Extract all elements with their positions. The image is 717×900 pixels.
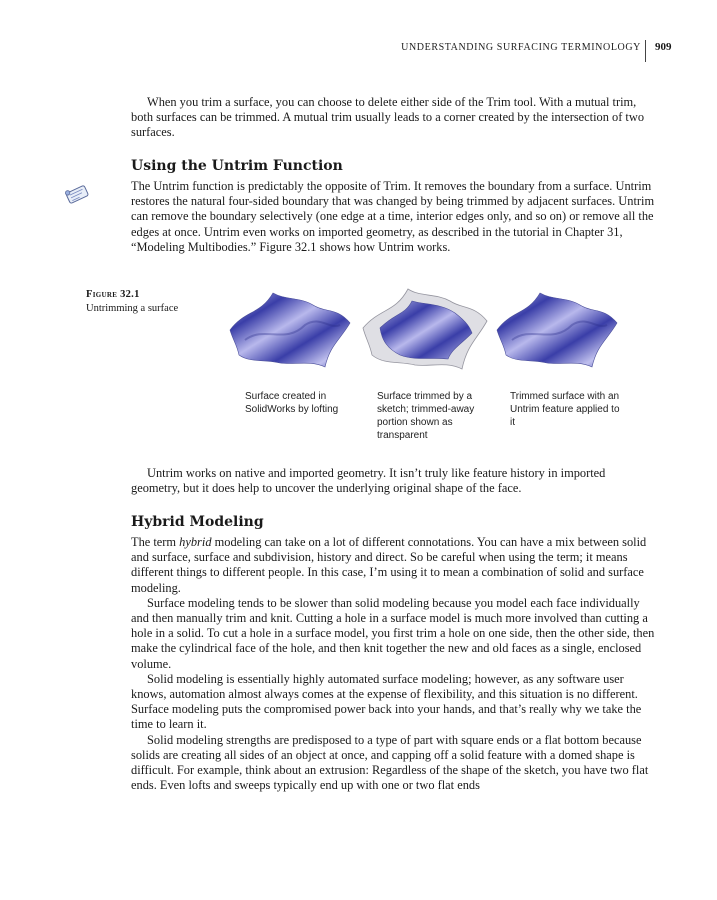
hybrid-p1-start: The term	[131, 535, 180, 549]
note-icon	[64, 183, 90, 205]
caption-untrimmed: Trimmed surface with an Untrim feature applied to it	[510, 391, 620, 428]
heading-untrim: Using the Untrim Function	[131, 158, 343, 174]
trimmed-surface-image	[360, 283, 490, 378]
running-title: UNDERSTANDING SURFACING TERMINOLOGY	[401, 42, 641, 53]
hybrid-paragraph-4: Solid modeling strengths are predisposed to a type of part with square ends or a flat bottom because solids are creating all sides of an object at once, and capping off a solid feature with a domed shape is difficult. For example, think about an extrusion: Regardless of the shape of the sketch, you have two flat ends. Even lofts and sweeps typically end up with one or two flat ends	[131, 732, 649, 793]
lofted-surface-image	[225, 285, 355, 375]
running-header	[0, 40, 717, 64]
untrim-paragraph: The Untrim function is predictably the opposite of Trim. It removes the boundary from a surface. Untrim restores the natural four-sided boundary that was changed by being trimmed by adjacent surfaces. Untrim can remove the boundary selectively (one edge at a time, interior edges only, and so on) or remove all the edges at once. Untrim even works on imported geometry, as described in the tutorial in Chapter 31, “Modeling Multibodies.” Figure 32.1 shows how Untrim works.	[131, 179, 655, 254]
intro-block	[131, 95, 656, 141]
header-divider	[645, 40, 646, 62]
untrimmed-surface-image	[492, 285, 622, 375]
page-number: 909	[655, 41, 672, 53]
figure-title: Untrimming a surface	[86, 303, 179, 314]
hybrid-paragraph-3: Solid modeling is essentially highly automated surface modeling; however, as any software user knows, automation almost always comes at the expense of flexibility, and this situation is no different. Surface modeling puts the compromised power back into your hands, and that’s really why we take the time to learn it.	[131, 671, 642, 732]
hybrid-block	[131, 535, 656, 793]
after-figure-block	[131, 466, 656, 496]
caption-trimmed: Surface trimmed by a sketch; trimmed-away portion shown as transparent	[377, 391, 475, 441]
after-figure-paragraph: Untrim works on native and imported geometry. It isn’t truly like feature history in imported geometry, but it does help to uncover the underlying original shape of the face.	[131, 466, 606, 496]
hybrid-p1-rest: modeling can take on a lot of different connotations. You can have a mix between solid and surface, surface and subdivision, history and direct. So be careful when using the term; it means different things to different people. In this case, I’m using it to mean a combination of solid and surface modeling.	[131, 535, 647, 595]
intro-paragraph: When you trim a surface, you can choose to delete either side of the Trim tool. With a mutual trim, both surfaces can be trimmed. A mutual trim usually leads to a corner created by the intersection of two surfaces.	[131, 95, 645, 140]
heading-hybrid: Hybrid Modeling	[131, 514, 264, 530]
caption-lofted: Surface created in SolidWorks by lofting	[245, 391, 339, 415]
hybrid-term: hybrid	[179, 535, 212, 549]
hybrid-paragraph-2: Surface modeling tends to be slower than solid modeling because you model each face individually and then manually trim and knit. Cutting a hole in a surface model is much more involved than cutting a hole in a solid. To cut a hole in a surface model, you first trim a hole on one side, then the other side, then make the cylindrical face of the hole, and then knit together the new and old faces as a single, enclosed volume.	[131, 595, 655, 671]
figure-number: Figure 32.1	[86, 289, 140, 300]
untrim-block	[131, 179, 656, 255]
hybrid-paragraph-1	[131, 535, 656, 596]
figure-label	[86, 288, 178, 316]
